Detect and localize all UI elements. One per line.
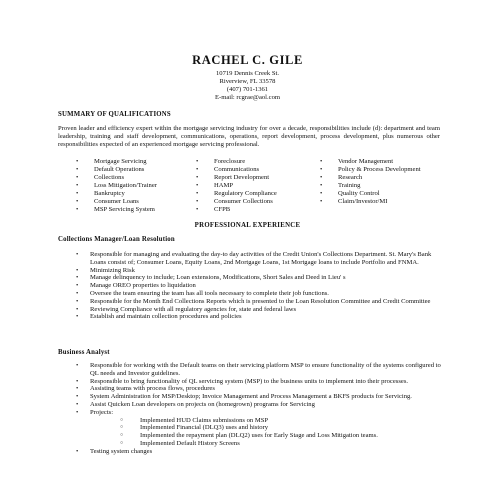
list-item: • Manage OREO properties to liquidation [76, 282, 442, 290]
skill-item: • Default Operations [76, 166, 157, 174]
skills-column-2 [196, 158, 277, 214]
skill-item: • Consumer Collections [196, 198, 277, 206]
list-item: • Responsible for the Month End Collections Reports which is presented to the Loan Resolution Committee and Credit Committee [76, 298, 442, 306]
skill-item: • Regulatory Compliance [196, 190, 277, 198]
job2-responsibilities [76, 362, 442, 456]
skill-item: • Claim/Investor/MI [320, 198, 421, 206]
list-item: • Oversee the team ensuring the team has all tools necessary to complete their job functions. [76, 290, 442, 298]
summary-heading: SUMMARY OF QUALIFICATIONS [58, 111, 171, 118]
skill-item: • Report Development [196, 174, 277, 182]
skill-item: • Quality Control [320, 190, 421, 198]
skill-item: • MSP Servicing System [76, 206, 157, 214]
list-item: • Assist Quicken Loan developers on projects on (homegrown) programs for Servicing [76, 401, 442, 409]
project-item: ○ Implemented Default History Screens [90, 440, 442, 448]
list-item: • Assisting teams with process flows, procedures [76, 385, 442, 393]
list-item: • Testing system changes [76, 448, 442, 456]
project-item: ○ Implemented Financial (DLQ3) uses and history [90, 424, 442, 432]
project-item: ○ Implemented the repayment plan (DLQ2) uses for Early Stage and Loss Mitigation teams. [90, 432, 442, 440]
list-item: • Minimizing Risk [76, 267, 442, 275]
list-item: • Responsible to bring functionality of QL servicing system (MSP) to the business units to implement into their processes. [76, 378, 442, 386]
resume-name: RACHEL C. GILE [192, 53, 303, 67]
skill-item: • Loss Mitigation/Trainer [76, 182, 157, 190]
address-line-1: 10719 Dennis Creek St. [215, 70, 279, 77]
skill-item: • Consumer Loans [76, 198, 157, 206]
list-item: • Manage delinquency to include; Loan extensions, Modifications, Short Sales and Deed in Lieu' s [76, 274, 442, 282]
address-line-2: Riverview, FL 33578 [219, 78, 276, 85]
skill-item: • Vendor Management [320, 158, 421, 166]
list-item: • Responsible for managing and evaluating the day-to day activities of the Credit Union's Collections Department. St. Mary's Bank Loans consist of; Consumer Loans, Equity Loans, 2nd Mortgage Loans, 1st Mortgage loans to include Portfolio and FNMA. [76, 251, 442, 267]
skill-item: • Training [320, 182, 421, 190]
skills-column-3 [320, 158, 421, 206]
list-item [76, 409, 442, 448]
experience-heading: PROFESSIONAL EXPERIENCE [194, 222, 301, 229]
list-item: • Establish and maintain collection procedures and policies [76, 313, 442, 321]
skill-item: • Bankruptcy [76, 190, 157, 198]
skill-item: • Policy & Process Development [320, 166, 421, 174]
skill-item: • Mortgage Servicing [76, 158, 157, 166]
job-title-business-analyst: Business Analyst [58, 349, 110, 356]
project-item: ○ Implemented HUD Claims submissions on MSP [90, 417, 442, 425]
list-item: • Reviewing Compliance with all regulatory agencies for, state and federal laws [76, 306, 442, 314]
skill-item: • HAMP [196, 182, 277, 190]
skill-item: • Communications [196, 166, 277, 174]
skill-item: • Foreclosure [196, 158, 277, 166]
projects-label: Projects: [90, 408, 114, 416]
email-address: E-mail: rcgrae@aol.com [214, 94, 281, 101]
projects-list [90, 417, 442, 448]
skill-item: • Research [320, 174, 421, 182]
job1-responsibilities [76, 251, 442, 321]
list-item: • System Administration for MSP/Desktop; Invoice Management and Process Management a BKFS products for Servicing. [76, 393, 442, 401]
skills-column-1 [76, 158, 157, 214]
skill-item: • Collections [76, 174, 157, 182]
phone-number: (407) 701-1361 [226, 86, 269, 93]
job-title-collections-manager: Collections Manager/Loan Resolution [58, 236, 175, 243]
list-item: • Responsible for working with the Default teams on their servicing platform MSP to ensure functionality of the systems configured to QL needs and Investor guidelines. [76, 362, 442, 378]
skill-item: • CFPB [196, 206, 277, 214]
summary-text: Proven leader and efficiency expert within the mortgage servicing industry for over a decade, responsibilities include (d): department and team leadership, training and staff development, communications, operations, report development, process development, plus numerous other responsibilities expected of an experienced mortgage servicing professional. [58, 125, 440, 149]
